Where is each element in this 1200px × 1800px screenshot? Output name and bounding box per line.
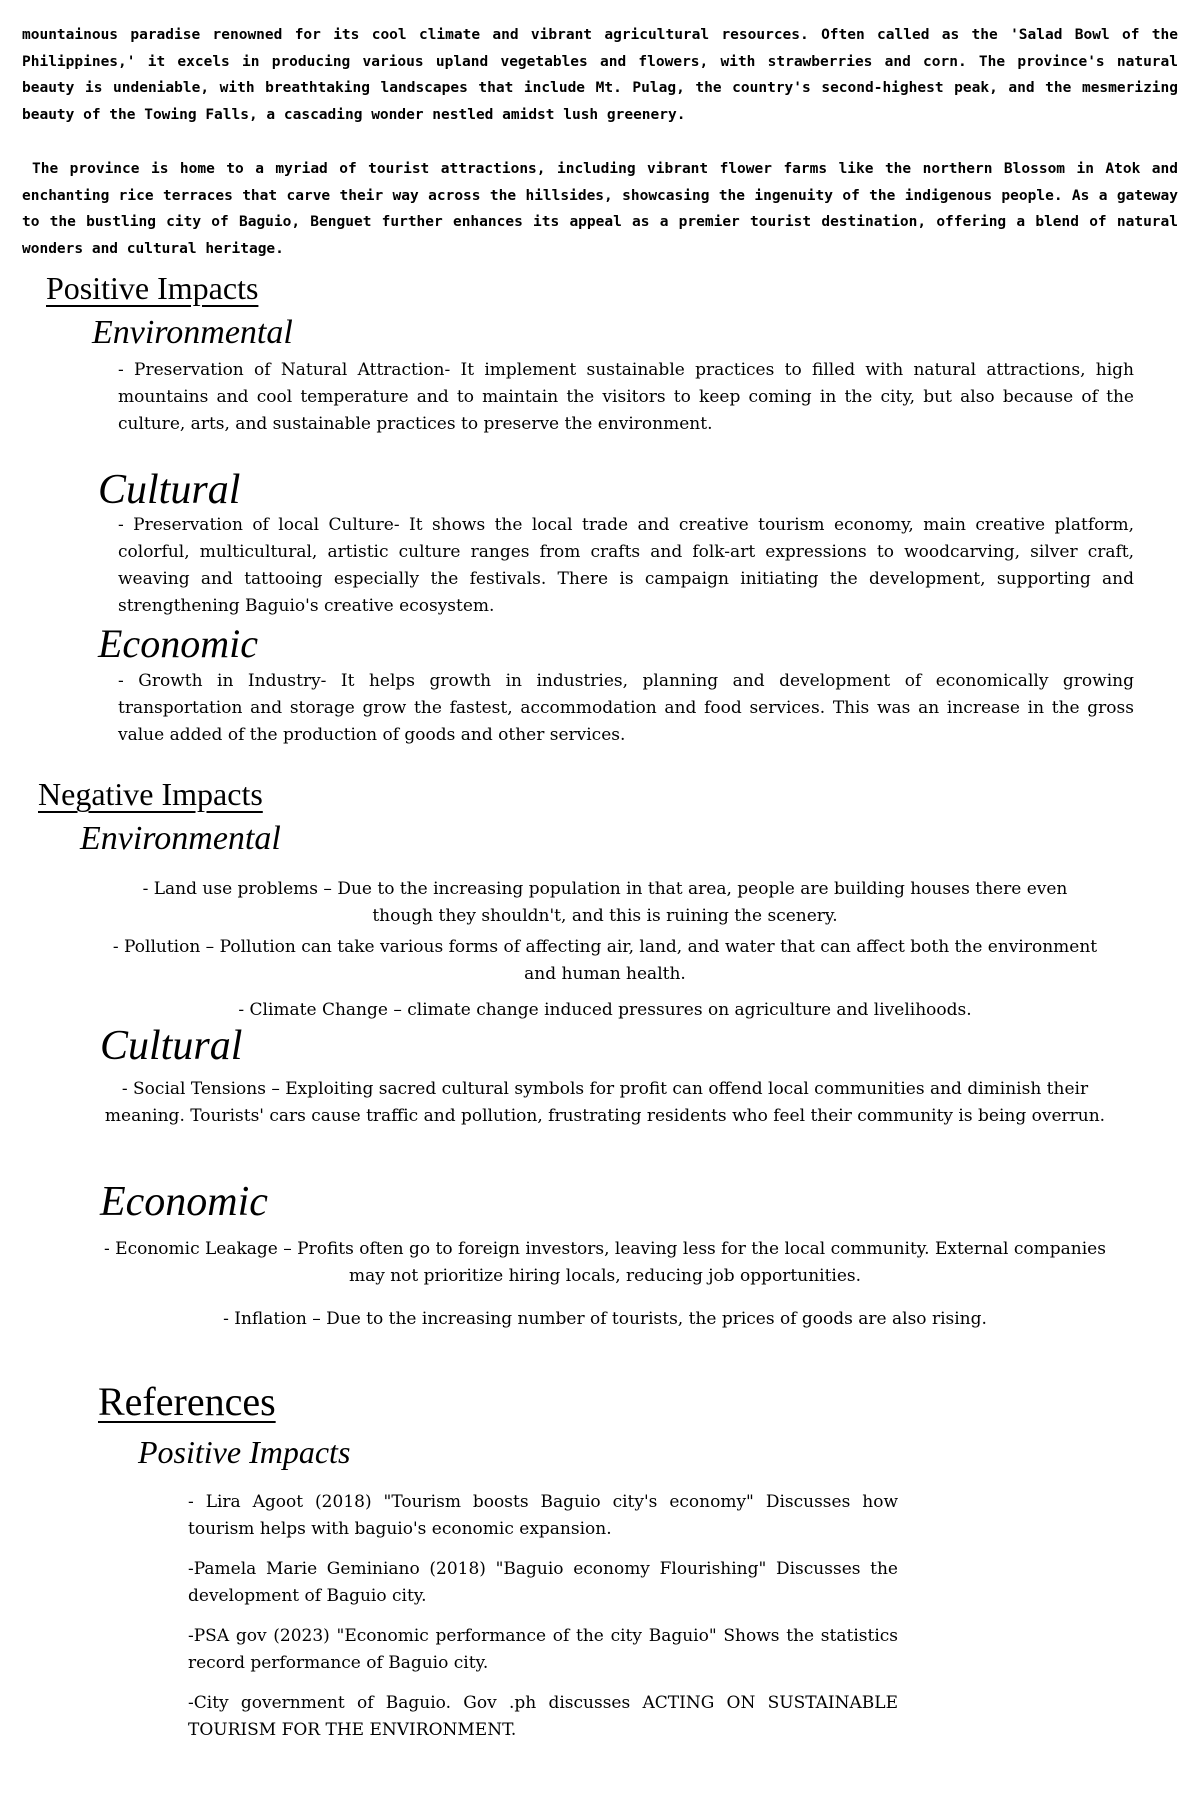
positive-cultural-text: - Preservation of local Culture- It shows the local trade and creative tourism economy, main creative platform, colorful, multicultural, artistic culture ranges from crafts and folk-art expressions to woodcarving, silver craft, weaving and tattooing especially the festivals. There is campaign initiating the development, supporting and strengthening Baguio's creative ecosystem. — [118, 515, 1134, 616]
positive-economic-heading: Economic — [98, 621, 258, 666]
intro-paragraph-2: The province is home to a myriad of tourist attractions, including vibrant flower farms like the northern Blossom in Atok and enchanting rice terraces that carve their way across the hillsides, showcasing the ingenuity of the indigenous people. As a gateway to the bustling city of Baguio, Benguet further enhances its appeal as a premier tourist destination, offering a blend of natural wonders and cultural heritage. — [22, 161, 1178, 257]
reference-item-3: -PSA gov (2023) "Economic performance of the city Baguio" Shows the statistics record performance of Baguio city. — [188, 1626, 898, 1673]
negative-cultural-heading: Cultural — [100, 1023, 243, 1069]
positive-economic-text: - Growth in Industry- It helps growth in industries, planning and development of economically growing transportation and storage grow the fastest, accommodation and food services. This was an increase in the gross value added of the production of goods and other services. — [118, 671, 1134, 745]
reference-item-4: -City government of Baguio. Gov .ph discusses ACTING ON SUSTAINABLE TOURISM FOR THE ENVIRONMENT. — [188, 1693, 898, 1740]
positive-impacts-heading: Positive Impacts — [46, 270, 259, 306]
positive-environmental-text: - Preservation of Natural Attraction- It implement sustainable practices to filled with natural attractions, high mountains and cool temperature and to maintain the visitors to keep coming in the city, but also because of the culture, arts, and sustainable practices to preserve the environment. — [118, 360, 1134, 434]
negative-economic-item-2: - Inflation – Due to the increasing number of tourists, the prices of goods are also rising. — [223, 1309, 987, 1329]
positive-cultural-heading: Cultural — [98, 467, 241, 513]
reference-item-1: - Lira Agoot (2018) "Tourism boosts Baguio city's economy" Discusses how tourism helps with baguio's economic expansion. — [188, 1492, 898, 1539]
negative-environmental-item-3: - Climate Change – climate change induced pressures on agriculture and livelihoods. — [238, 1000, 972, 1020]
references-subheading: Positive Impacts — [138, 1434, 351, 1470]
negative-impacts-heading: Negative Impacts — [38, 776, 263, 812]
negative-environmental-item-1: - Land use problems – Due to the increasing population in that area, people are building houses there even though they shouldn't, and this is ruining the scenery. — [142, 879, 1068, 926]
negative-environmental-heading: Environmental — [80, 820, 281, 857]
positive-environmental-heading: Environmental — [92, 314, 293, 351]
negative-environmental-item-2: - Pollution – Pollution can take various forms of affecting air, land, and water that can affect both the environment and human health. — [112, 937, 1098, 984]
negative-economic-item-1: - Economic Leakage – Profits often go to foreign investors, leaving less for the local community. External companies may not prioritize hiring locals, reducing job opportunities. — [104, 1239, 1106, 1286]
reference-item-2: -Pamela Marie Geminiano (2018) "Baguio economy Flourishing" Discusses the development of Baguio city. — [188, 1559, 898, 1606]
intro-paragraph-1: mountainous paradise renowned for its cool climate and vibrant agricultural resources. Often called as the 'Salad Bowl of the Philippines,' it excels in producing various upland vegetables and flowers, with strawberries and corn. The province's natural beauty is undeniable, with breathtaking landscapes that include Mt. Pulag, the country's second-highest peak, and the mesmerizing beauty of the Towing Falls, a cascading wonder nestled amidst lush greenery. — [22, 27, 1178, 123]
negative-economic-heading: Economic — [100, 1179, 268, 1225]
references-heading: References — [98, 1379, 276, 1424]
negative-cultural-item-1: - Social Tensions – Exploiting sacred cultural symbols for profit can offend local communities and diminish their meaning. Tourists' cars cause traffic and pollution, frustrating residents who feel their community is being overrun. — [104, 1079, 1106, 1126]
